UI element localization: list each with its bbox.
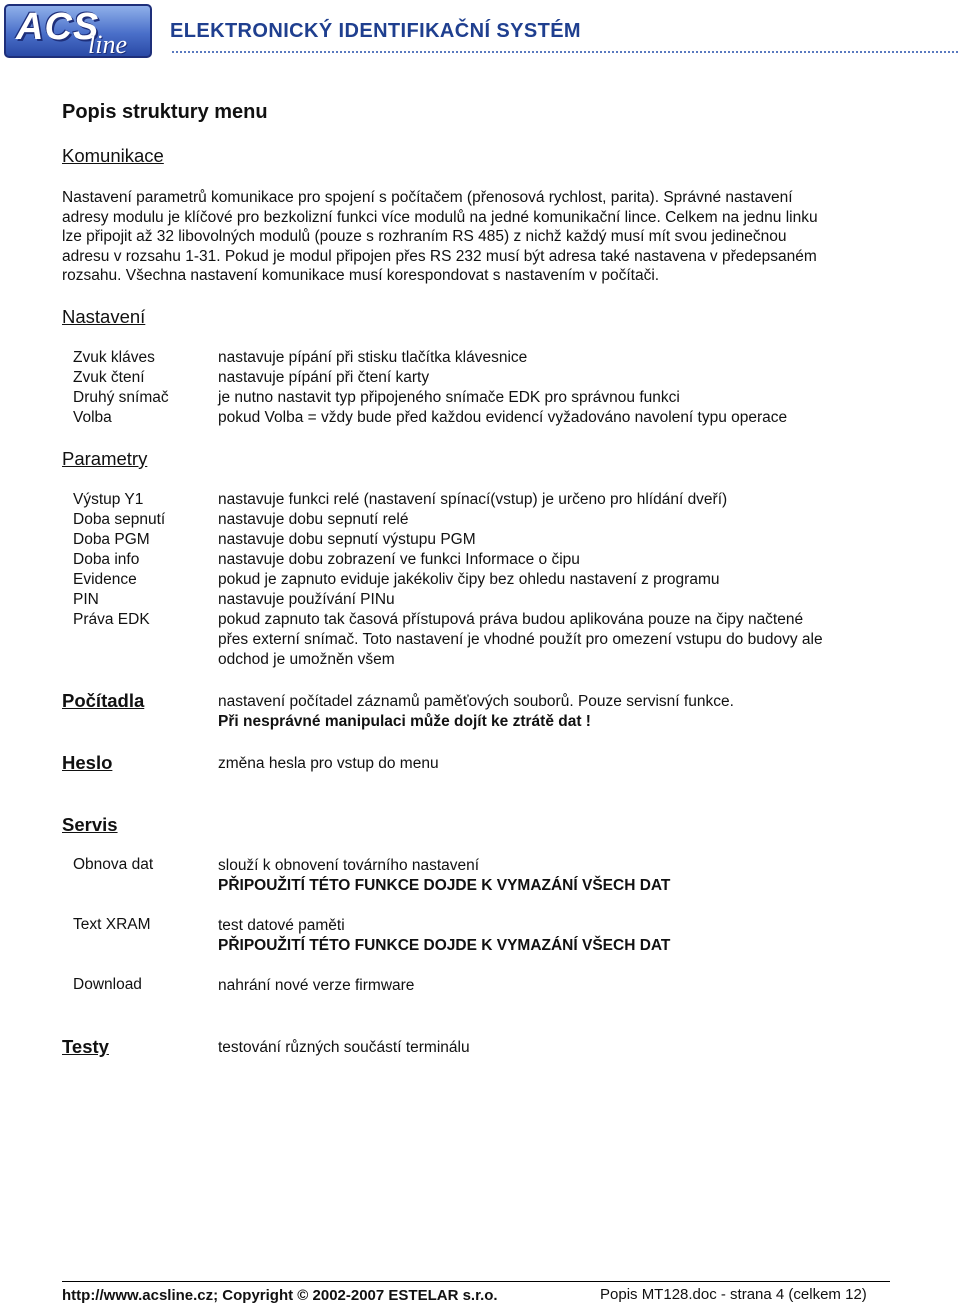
description: přes externí snímač. Toto nastavení je vhodné použít pro omezení vstupu do budovy ale [218, 631, 823, 648]
term: Zvuk čtení [73, 369, 145, 386]
term: Doba sepnutí [73, 511, 166, 528]
description: je nutno nastavit typ připojeného snímače EDK pro správnou funkci [218, 389, 680, 406]
heslo-description: změna hesla pro vstup do menu [218, 755, 439, 772]
description: pokud Volba = vždy bude před každou evidencí vyžadováno navolení typu operace [218, 409, 788, 426]
description: odchod je umožněn všem [218, 651, 395, 668]
section-heading-pocitadla: Počítadla [62, 690, 145, 711]
paragraph-line: rozsahu. Všechna nastavení komunikace musí korespondovat s nastavením v počítači. [62, 267, 660, 284]
servis-item-description [218, 916, 670, 956]
description: nastavuje pípání při stisku tlačítka klávesnice [218, 349, 528, 366]
section-heading-heslo: Heslo [62, 752, 113, 773]
footer-copyright: http://www.acsline.cz; Copyright © 2002-2007 ESTELAR s.r.o. [62, 1287, 498, 1304]
term: Doba PGM [73, 531, 150, 548]
description: nastavuje pípání při čtení karty [218, 369, 430, 386]
nastaveni-descriptions [218, 348, 787, 428]
description: nastavuje dobu sepnutí relé [218, 511, 409, 528]
term: Druhý snímač [73, 389, 169, 406]
section-heading-nastaveni: Nastavení [62, 306, 146, 327]
term: Obnova dat [73, 856, 154, 873]
description: test datové paměti [218, 917, 345, 934]
testy-description: testování různých součástí terminálu [218, 1039, 470, 1056]
acs-line-logo [4, 4, 152, 58]
term: Evidence [73, 571, 137, 588]
description: nastavuje dobu zobrazení ve funkci Informace o čipu [218, 551, 580, 568]
footer-divider [62, 1281, 890, 1282]
term: Práva EDK [73, 611, 150, 628]
term: Zvuk kláves [73, 349, 155, 366]
footer-page-info: Popis MT128.doc - strana 4 (celkem 12) [600, 1286, 867, 1303]
paragraph-line: adresy modulu je klíčové pro bezkolizní funkci více modulů na jedné komunikační lince. Celkem na jednu linku [62, 208, 818, 226]
page-title: Popis struktury menu [62, 101, 268, 123]
description: nastavuje dobu sepnutí výstupu PGM [218, 531, 476, 548]
section-heading-parametry: Parametry [62, 448, 148, 469]
description: slouží k obnovení továrního nastavení [218, 857, 480, 874]
section-heading-servis: Servis [62, 814, 118, 835]
description: nastavuje používání PINu [218, 591, 395, 608]
section-heading-testy: Testy [62, 1036, 109, 1057]
servis-item-description [218, 856, 670, 896]
description: pokud je zapnuto eviduje jakékoliv čipy bez ohledu nastavení z programu [218, 571, 720, 588]
term: Doba info [73, 551, 140, 568]
term: Download [73, 976, 142, 993]
parametry-terms [73, 490, 165, 630]
pocitadla-descriptions [218, 692, 734, 732]
description: nastavení počítadel záznamů paměťových souborů. Pouze servisní funkce. [218, 693, 734, 710]
term: PIN [73, 591, 99, 608]
term: Výstup Y1 [73, 491, 144, 508]
warning-text: Při nesprávné manipulaci může dojít ke ztrátě dat ! [218, 713, 591, 730]
logo-text: ACS [16, 6, 100, 48]
term: Volba [73, 409, 112, 426]
komunikace-paragraph [62, 188, 902, 286]
paragraph-line: adresu v rozsahu 1-31. Pokud je modul připojen přes RS 232 musí být adresa také nastavena v předepsaném [62, 247, 817, 265]
paragraph-line: Nastavení parametrů komunikace pro spojení s počítačem (přenosová rychlost, parita). Správné nastavení [62, 189, 793, 206]
term: Text XRAM [73, 916, 151, 933]
warning-text: PŘIPOUŽITÍ TÉTO FUNKCE DOJDE K VYMAZÁNÍ VŠECH DAT [218, 937, 671, 954]
description: nastavuje funkci relé (nastavení spínací(vstup) je určeno pro hlídání dveří) [218, 491, 728, 508]
parametry-descriptions [218, 490, 823, 670]
header-title: ELEKTRONICKÝ IDENTIFIKAČNÍ SYSTÉM [170, 20, 581, 42]
description: nahrání nové verze firmware [218, 977, 415, 994]
description: pokud zapnuto tak časová přístupová práva budou aplikována pouze na čipy načtené [218, 611, 804, 628]
nastaveni-terms [73, 348, 169, 428]
section-heading-komunikace: Komunikace [62, 145, 164, 166]
paragraph-line: lze připojit až 32 libovolných modulů (pouze s rozhraním RS 485) z nichž každý musí mít svou jedinečnou [62, 228, 787, 245]
header-dotted-divider [172, 51, 958, 53]
logo-subtext: line [88, 30, 127, 58]
warning-text: PŘIPOUŽITÍ TÉTO FUNKCE DOJDE K VYMAZÁNÍ VŠECH DAT [218, 877, 671, 894]
